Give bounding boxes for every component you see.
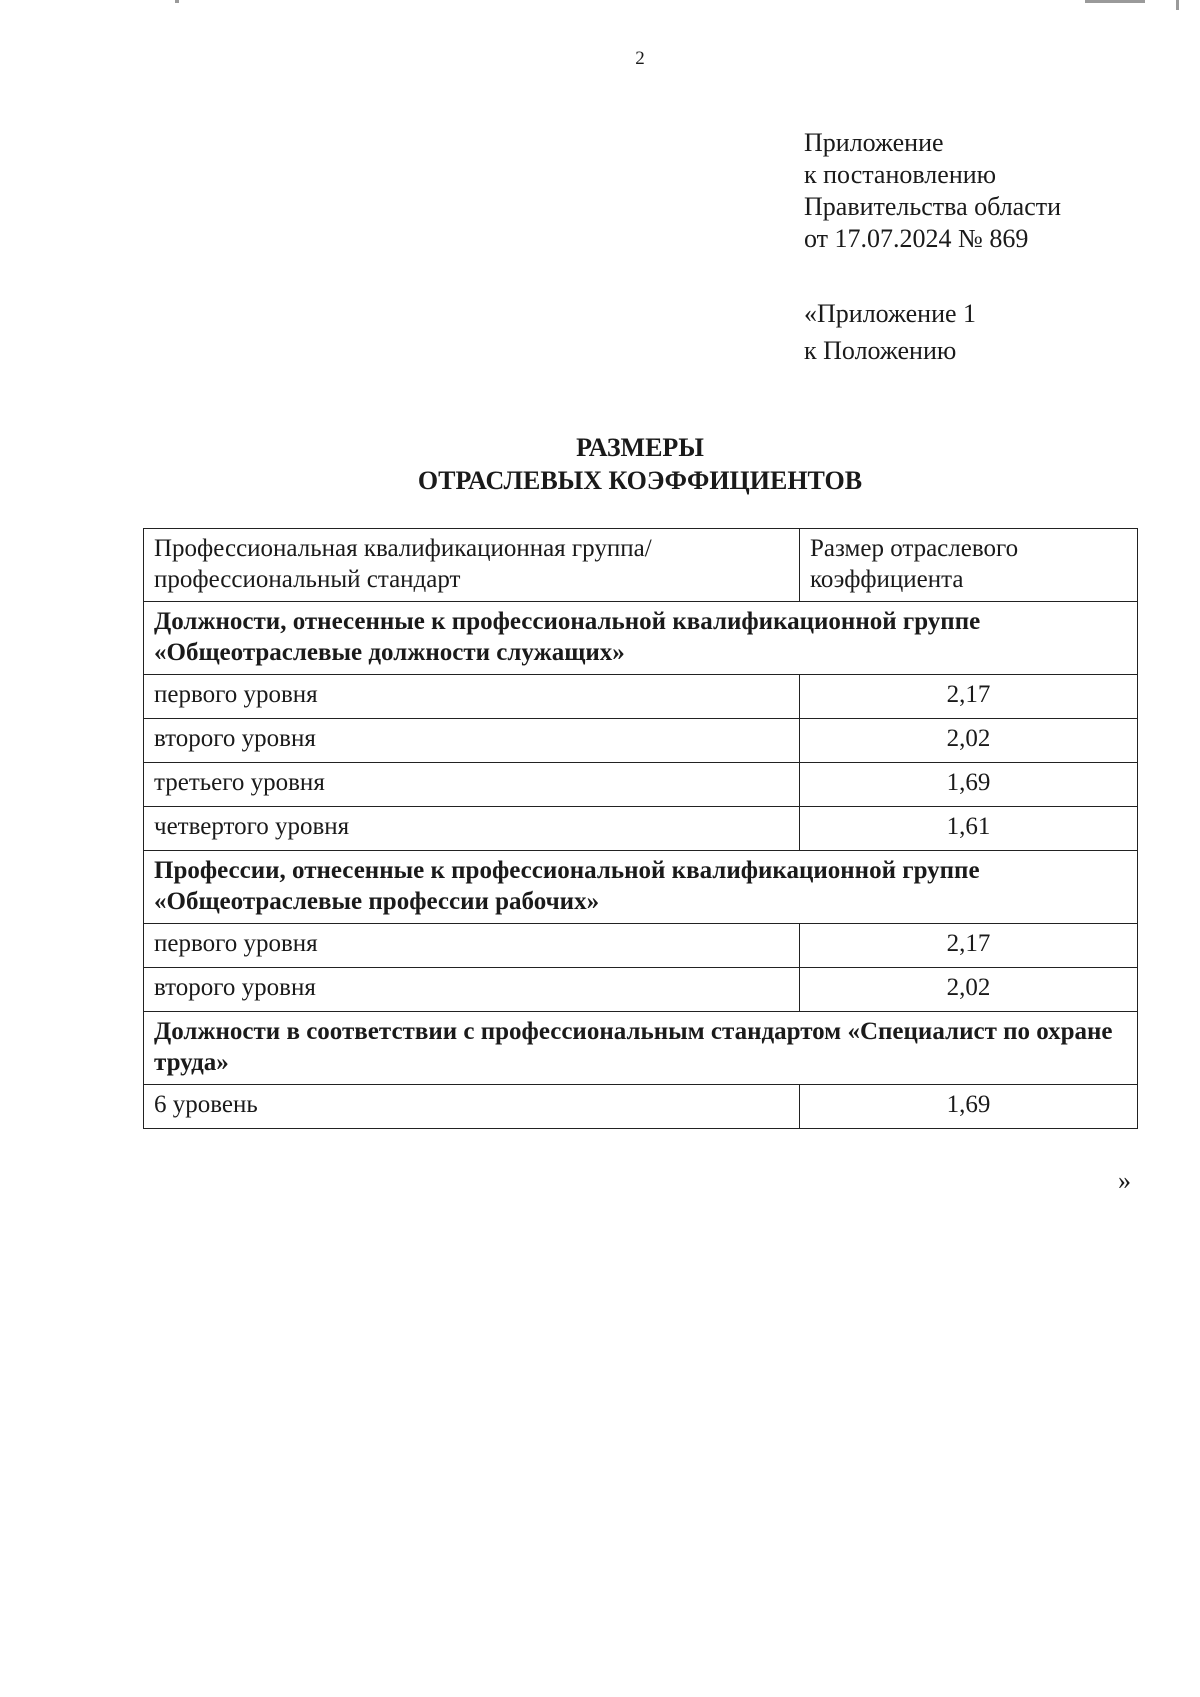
- table-row: [144, 968, 1138, 1012]
- table-row: [144, 675, 1138, 719]
- coefficient-value: 2,02: [800, 719, 1138, 763]
- coefficient-value: 2,17: [800, 675, 1138, 719]
- scan-edge-mark-left: [175, 0, 179, 3]
- document-title: [0, 431, 1200, 497]
- group-heading-row: [144, 851, 1138, 924]
- level-label: второго уровня: [144, 719, 800, 763]
- closing-quote: »: [1118, 1166, 1131, 1195]
- group-heading: Должности в соответствии с профессиональным стандартом «Специалист по охране труда»: [144, 1012, 1138, 1085]
- level-label: первого уровня: [144, 675, 800, 719]
- table-row: [144, 763, 1138, 807]
- coefficient-value: 1,69: [800, 763, 1138, 807]
- scan-edge-mark-corner: [1176, 0, 1179, 10]
- annex-reference-line: «Приложение 1: [804, 299, 977, 328]
- table-row: [144, 807, 1138, 851]
- document-title-line: ОТРАСЛЕВЫХ КОЭФФИЦИЕНТОВ: [417, 466, 863, 495]
- document-title-line: РАЗМЕРЫ: [576, 433, 704, 462]
- scan-edge-mark-right: [1085, 0, 1145, 3]
- level-label: третьего уровня: [144, 763, 800, 807]
- annex-reference-line: к Положению: [804, 336, 957, 365]
- annex-line: от 17.07.2024 № 869: [804, 224, 1029, 253]
- table-row: [144, 924, 1138, 968]
- header-cell-group: Профессиональная квалификационная группа/профессиональный стандарт: [144, 529, 800, 602]
- annex-line: Приложение: [804, 128, 944, 157]
- level-label: 6 уровень: [144, 1085, 800, 1129]
- group-heading-row: [144, 1012, 1138, 1085]
- coefficient-value: 2,17: [800, 924, 1138, 968]
- level-label: первого уровня: [144, 924, 800, 968]
- annex-block: [804, 127, 1061, 255]
- group-heading: Должности, отнесенные к профессиональной квалификационной группе «Общеотраслевые должности служащих»: [144, 602, 1138, 675]
- coefficient-value: 2,02: [800, 968, 1138, 1012]
- page-number: 2: [635, 48, 645, 69]
- group-heading-row: [144, 602, 1138, 675]
- level-label: четвертого уровня: [144, 807, 800, 851]
- annex-line: Правительства области: [804, 192, 1062, 221]
- table-row: [144, 1085, 1138, 1129]
- level-label: второго уровня: [144, 968, 800, 1012]
- annex-reference-block: [804, 295, 976, 369]
- coefficients-table: [143, 528, 1138, 1129]
- table-row: [144, 719, 1138, 763]
- coefficient-value: 1,61: [800, 807, 1138, 851]
- annex-line: к постановлению: [804, 160, 997, 189]
- coefficient-value: 1,69: [800, 1085, 1138, 1129]
- header-cell-coefficient: Размер отраслевого коэффициента: [800, 529, 1138, 602]
- group-heading: Профессии, отнесенные к профессиональной квалификационной группе «Общеотраслевые профессии рабочих»: [144, 851, 1138, 924]
- table-header-row: [144, 529, 1138, 602]
